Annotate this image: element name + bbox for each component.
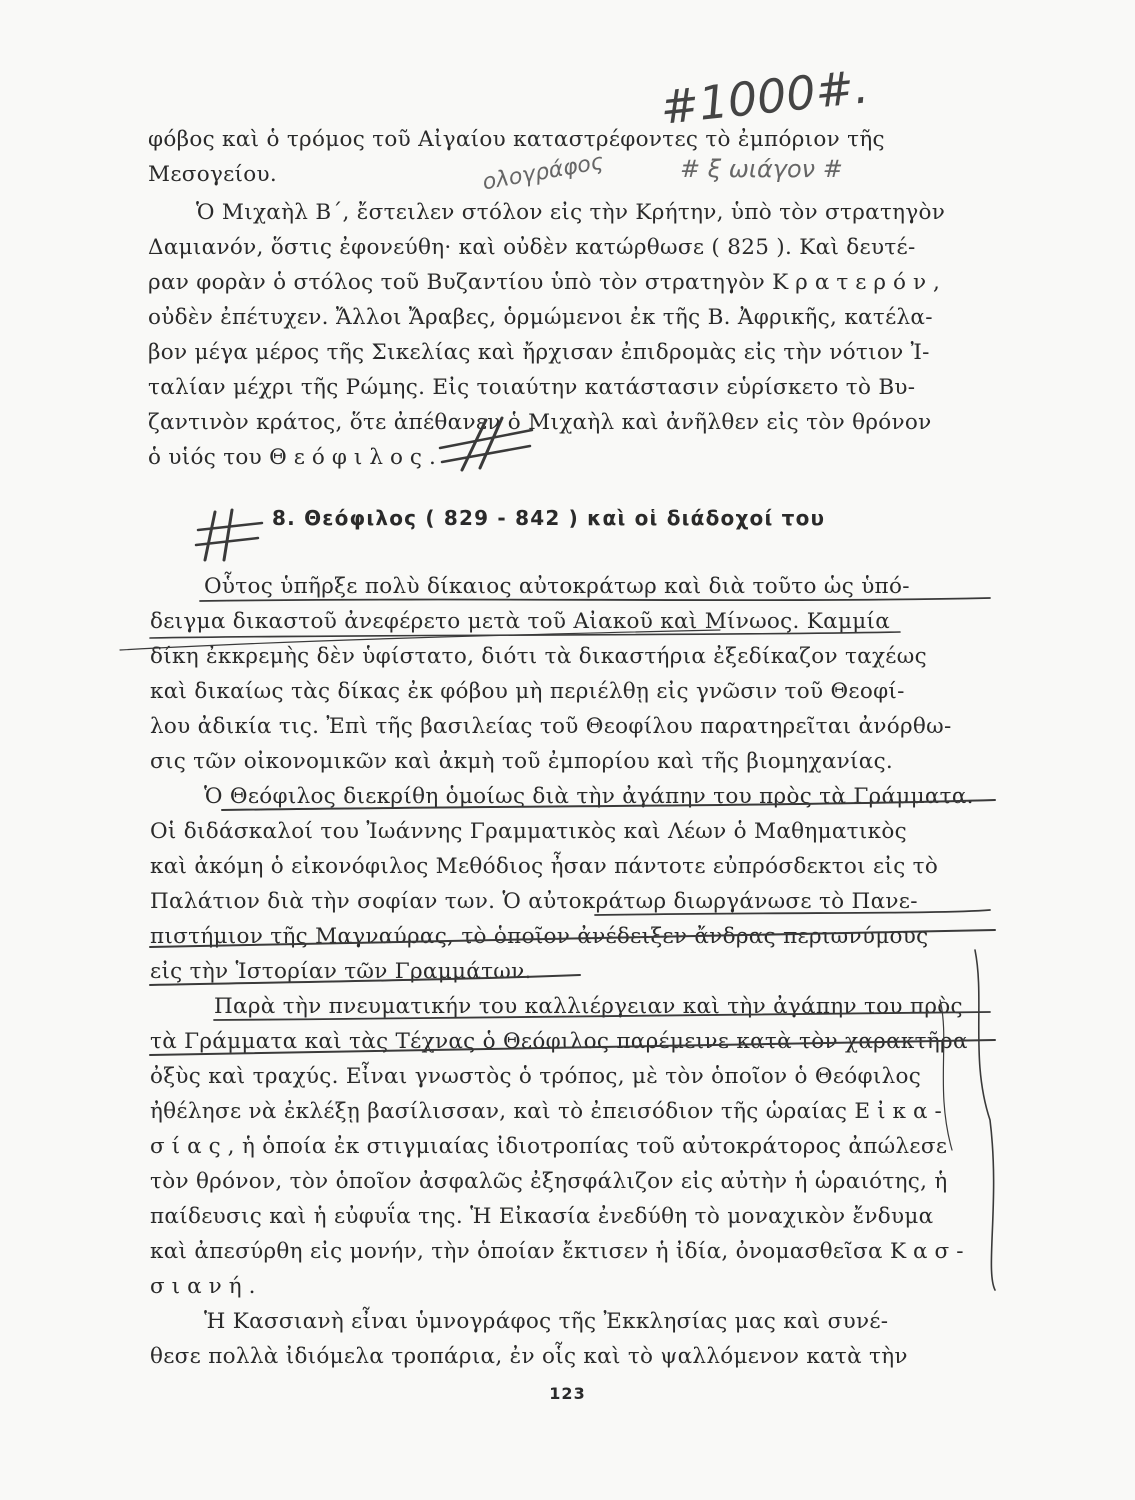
text-line: οὐδὲν ἐπέτυχεν. Ἄλλοι Ἄραβες, ὁρμώμενοι ἐκ τῆς Β. Ἀφρικῆς, κατέλα- [148, 305, 933, 330]
spaced-name: Θεόφιλος. [269, 445, 443, 470]
text-line: τὰ Γράμματα καὶ τὰς Τέχνας ὁ Θεόφιλος παρέμεινε κατὰ τὸν χαρακτῆρα [150, 1029, 968, 1054]
text-line: ὀξὺς καὶ τραχύς. Εἶναι γνωστὸς ὁ τρόπος, μὲ τὸν ὁποῖον ὁ Θεόφιλος [150, 1064, 922, 1089]
text-line: Παλάτιον διὰ τὴν σοφίαν των. Ὁ αὐτοκράτωρ διωργάνωσε τὸ Πανε- [150, 889, 918, 914]
text-line: θεσε πολλὰ ἰδιόμελα τροπάρια, ἐν οἷς καὶ τὸ ψαλλόμενον κατὰ τὴν [150, 1344, 908, 1369]
text-line: Παρὰ τὴν πνευματικήν του καλλιέργειαν καὶ τὴν ἀγάπην του πρὸς [214, 994, 963, 1019]
text-line: βον μέγα μέρος τῆς Σικελίας καὶ ἤρχισαν ἐπιδρομὰς εἰς τὴν νότιον Ἰ- [148, 340, 930, 365]
underline [150, 1040, 995, 1055]
underline [120, 630, 720, 650]
text-line: Οὗτος ὑπῆρξε πολὺ δίκαιος αὐτοκράτωρ καὶ διὰ τοῦτο ὡς ὑπό- [204, 574, 910, 599]
text-line: φόβος καὶ ὁ τρόμος τοῦ Αἰγαίου καταστρέφοντες τὸ ἐμπόριον τῆς [148, 127, 885, 152]
text-line: ζαντινὸν κράτος, ὅτε ἀπέθανεν ὁ Μιχαὴλ καὶ ἀνῆλθεν εἰς τὸν θρόνον [148, 410, 932, 435]
text-run: ραν φορὰν ὁ στόλος τοῦ Βυζαντίου ὑπὸ τὸν στρατηγὸν [148, 270, 765, 295]
text-line: καὶ ἀκόμη ὁ εἰκονόφιλος Μεθόδιος ἦσαν πάντοτε εὐπρόσδεκτοι εἰς τὸ [150, 854, 939, 879]
text-line: καὶ δικαίως τὰς δίκας ἐκ φόβου μὴ περιέλθῃ εἰς γνῶσιν τοῦ Θεοφί- [150, 679, 905, 704]
section-heading: 8. Θεόφιλος ( 829 - 842 ) καὶ οἱ διάδοχοί του [272, 506, 826, 530]
text-line: Ὁ Μιχαὴλ Β΄, ἔστειλεν στόλον εἰς τὴν Κρήτην, ὑπὸ τὸν στρατηγὸν [196, 200, 946, 225]
margin-bracket [975, 950, 995, 1290]
text-line: δίκη ἐκκρεμὴς δὲν ὑφίστατο, διότι τὰ δικαστήρια ἐξεδίκαζον ταχέως [150, 644, 927, 669]
text-line: παίδευσις καὶ ἡ εὐφυΐα της. Ἡ Εἰκασία ἐνεδύθη τὸ μοναχικὸν ἔνδυμα [150, 1204, 934, 1229]
text-line: Ὁ Θεόφιλος διεκρίθη ὁμοίως διὰ τὴν ἀγάπην του πρὸς τὰ Γράμματα. [204, 784, 974, 809]
margin-bracket [940, 1000, 952, 1150]
underline [150, 930, 995, 947]
hash-mark [224, 510, 232, 560]
underline [595, 910, 990, 915]
spaced-name: σίας [150, 1134, 228, 1159]
text-run: , ἡ ὁποία ἐκ στιγμιαίας ἰδιοτροπίας τοῦ αὐτοκράτορος ἀπώλεσε [227, 1134, 948, 1159]
text-run: ἠθέλησε νὰ ἐκλέξῃ βασίλισσαν, καὶ τὸ ἐπεισόδιον τῆς ὡραίας [150, 1099, 848, 1124]
spaced-name: Εἰκα- [854, 1099, 949, 1124]
text-line: Ἡ Κασσιανὴ εἶναι ὑμνογράφος τῆς Ἐκκλησίας μας καὶ συνέ- [204, 1309, 889, 1334]
hash-mark [442, 446, 530, 462]
text-line: Μεσογείου. [148, 162, 278, 187]
handwritten-note-right: # ξ ωιάγον # [680, 155, 843, 183]
underline [214, 1012, 990, 1020]
underline [222, 800, 995, 810]
page-number: 123 [549, 1384, 586, 1403]
text-run: . [248, 1274, 256, 1299]
text-line: λου ἀδικία τις. Ἐπὶ τῆς βασιλείας τοῦ Θεοφίλου παρατηρεῖται ἀνόρθω- [150, 714, 952, 739]
spaced-name: σιανή [150, 1274, 249, 1299]
text-run: ὁ υἱός του [148, 445, 263, 470]
text-run: καὶ ἀπεσύρθη εἰς μονήν, τὴν ὁποίαν ἔκτισεν ἡ ἰδία, ὀνομασθεῖσα [150, 1239, 883, 1264]
spaced-name: Κασ- [889, 1239, 971, 1264]
text-line: τὸν θρόνον, τὸν ὁποῖον ἀσφαλῶς ἐξησφάλιζον εἰς αὐτὴν ἡ ὡραιότης, ἡ [150, 1169, 948, 1194]
underline [150, 975, 580, 985]
text-line: Οἱ διδάσκαλοί του Ἰωάννης Γραμματικὸς καὶ Λέων ὁ Μαθηματικὸς [150, 819, 907, 844]
handwritten-code: #1000#. [657, 59, 872, 135]
text-line: πιστήμιον τῆς Μαγναύρας, τὸ ὁποῖον ἀνέδειξεν ἄνδρας περιωνύμους [150, 924, 929, 949]
text-line: εἰς τὴν Ἱστορίαν τῶν Γραμμάτων. [150, 959, 532, 984]
handwritten-note-left: ολογράφος [480, 149, 606, 196]
text-line: σις τῶν οἰκονομικῶν καὶ ἀκμὴ τοῦ ἐμπορίου καὶ τῆς βιομηχανίας. [150, 749, 894, 774]
text-line: δειγμα δικαστοῦ ἀνεφέρετο μετὰ τοῦ Αἰακοῦ καὶ Μίνωος. Καμμία [150, 609, 891, 634]
hash-mark [205, 512, 215, 560]
text-line: ταλίαν μέχρι τῆς Ρώμης. Εἰς τοιαύτην κατάστασιν εὑρίσκετο τὸ Βυ- [148, 375, 916, 400]
underline [200, 598, 990, 601]
hash-mark [440, 430, 532, 448]
spaced-name: Κρατερόν, [772, 270, 947, 295]
text-line: Δαμιανόν, ὅστις ἐφονεύθη· καὶ οὐδὲν κατώρθωσε ( 825 ). Καὶ δευτέ- [148, 235, 916, 260]
